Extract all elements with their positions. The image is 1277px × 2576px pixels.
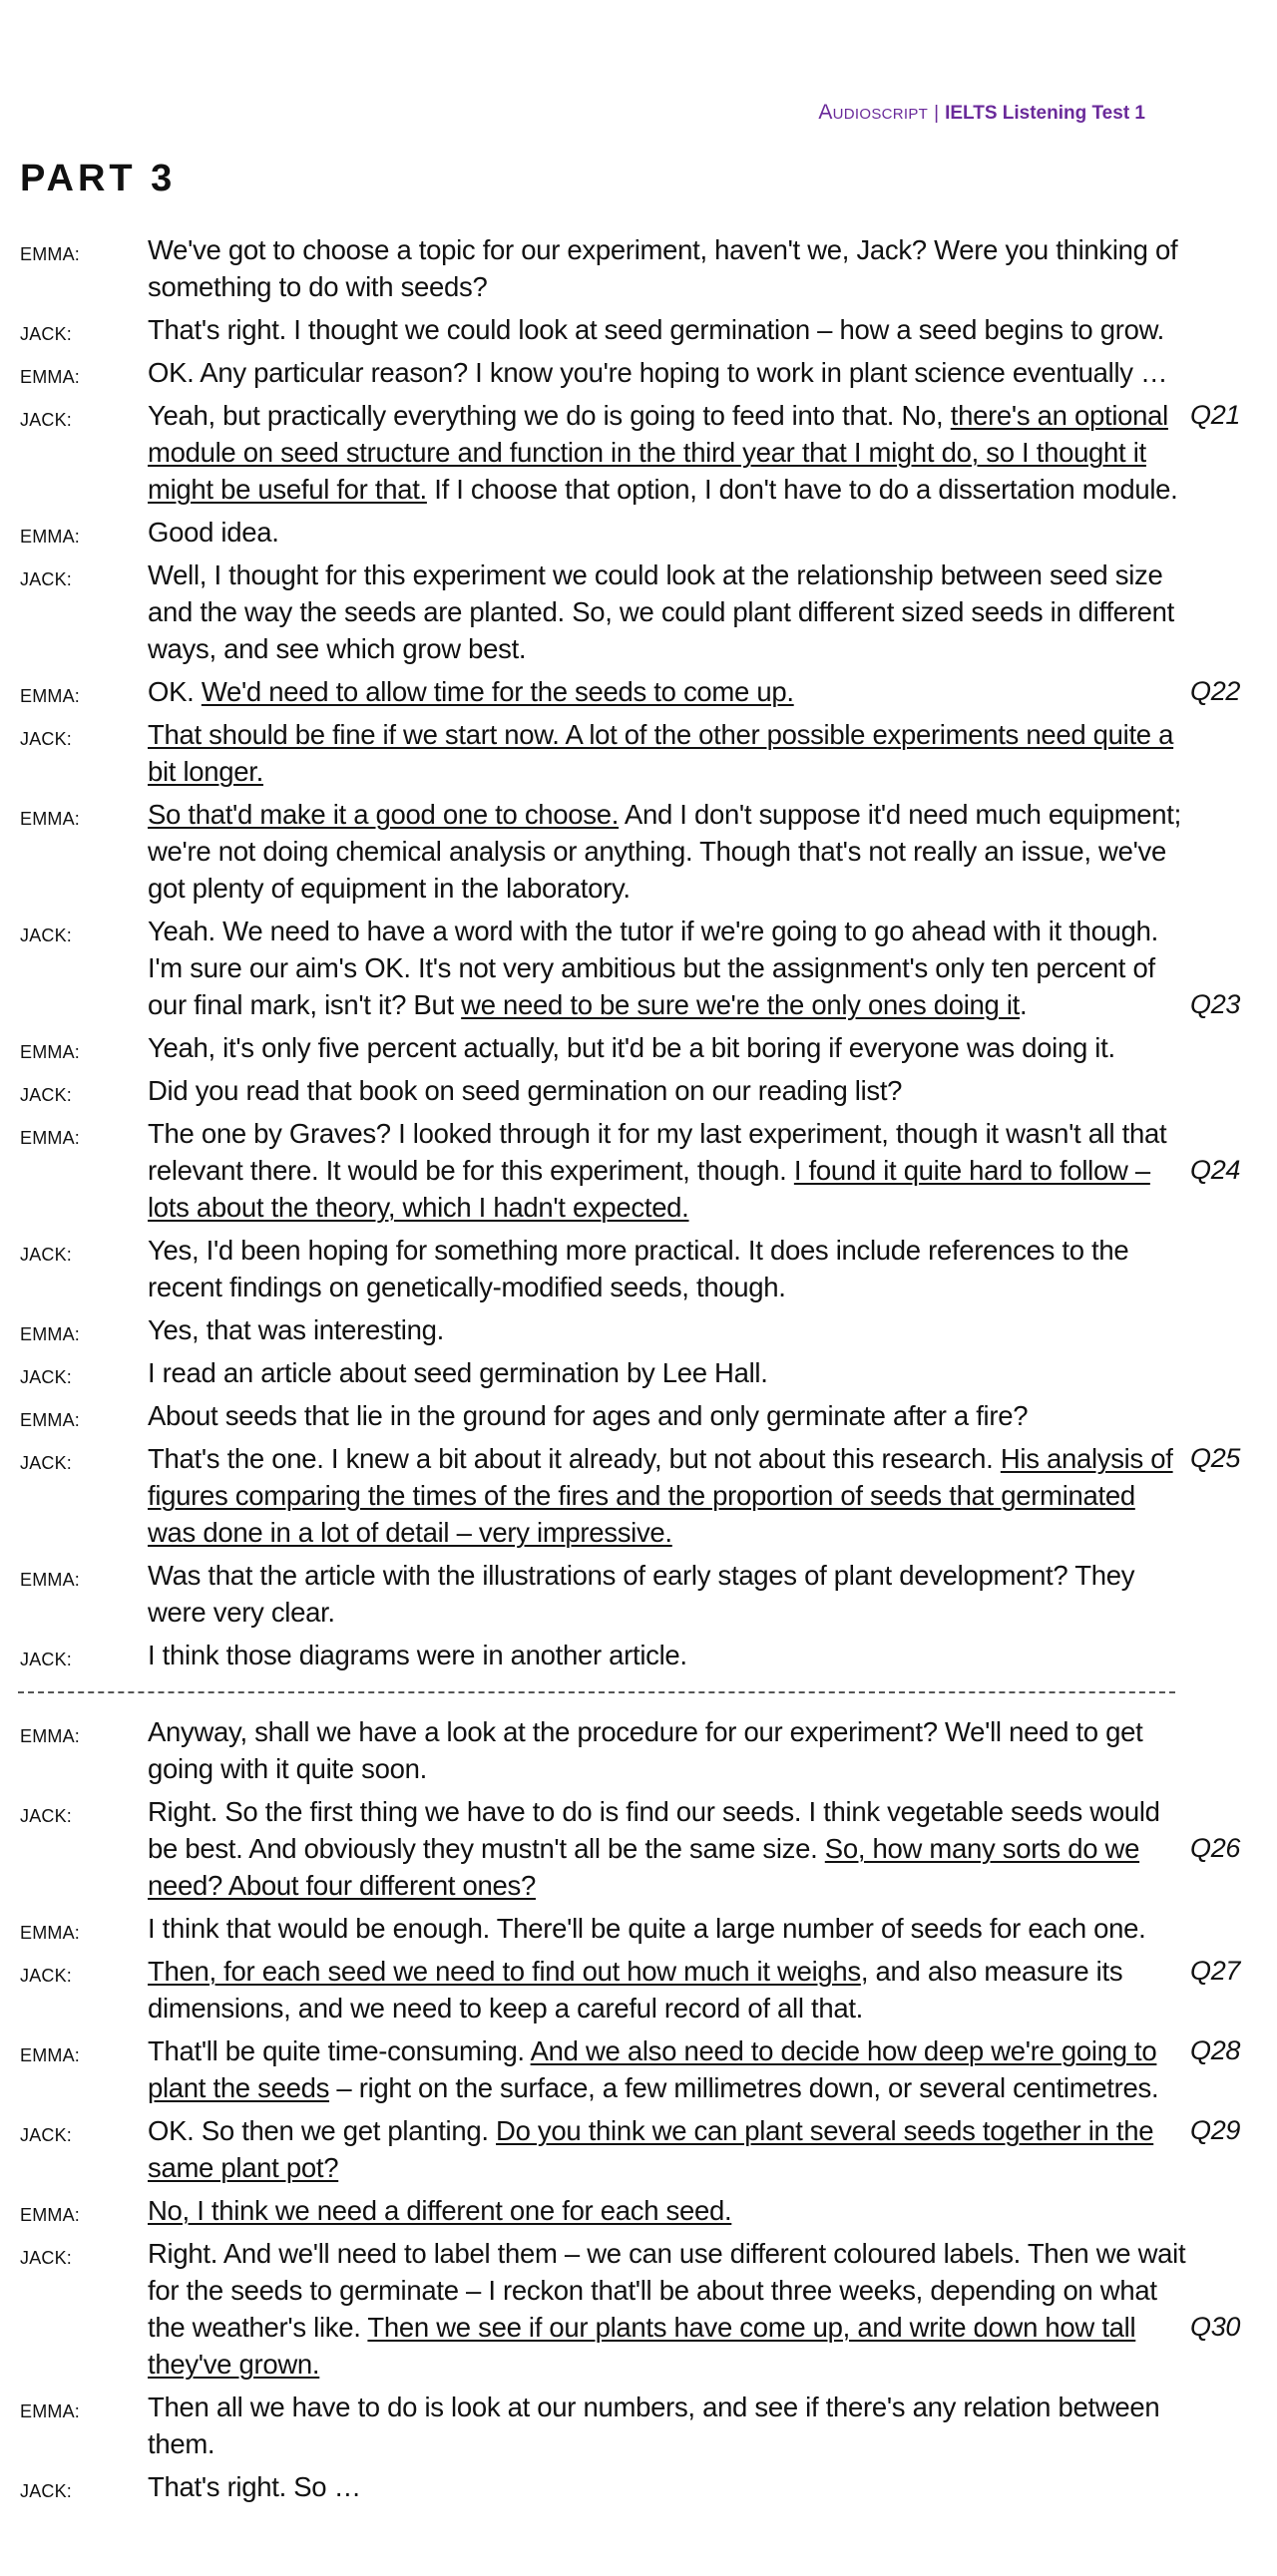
speaker-label: EMMA: <box>20 527 81 547</box>
speaker-label: JACK: <box>20 1650 73 1669</box>
speech-text: Yes, I'd been hoping for something more practical. It does include references to the recent findings on genetically-modified seeds, though. <box>148 1235 1129 1302</box>
speech-text: OK. <box>148 676 202 707</box>
speech-text: – right on the surface, a few millimetres down, or several centimetres. <box>329 2072 1159 2103</box>
speech-text: The one by Graves? I looked through it for my last experiment, though it wasn't all that relevant there. It would be for this experiment, though. <box>148 1118 1167 1186</box>
dialogue-line <box>0 1910 1190 1947</box>
speaker-label: EMMA: <box>20 686 81 706</box>
speech-text: Was that the article with the illustrations of early stages of plant development? They were very clear. <box>148 1560 1135 1628</box>
speech-text: I think those diagrams were in another article. <box>148 1640 687 1670</box>
speech-text: And I don't suppose it'd need much equipment; we're not doing chemical analysis or anything. Though that's not really an issue, we've got plenty of equipment in the laboratory. <box>148 799 1181 904</box>
speech-text: If I choose that option, I don't have to do a dissertation module. <box>426 474 1178 505</box>
header-separator: | <box>934 103 940 124</box>
speech-text: About seeds that lie in the ground for ages and only germinate after a fire? <box>148 1400 1029 1431</box>
speaker-label: JACK: <box>20 729 73 749</box>
dialogue-line <box>0 1232 1190 1305</box>
dialogue-line <box>0 2468 1190 2505</box>
speaker-label: JACK: <box>20 1085 73 1105</box>
speech-text: Right. So the first thing we have to do is find our seeds. I think vegetable seeds would be best. And obviously they mustn't all be the same size. <box>148 1796 1160 1864</box>
question-marker: Q26 <box>1190 1833 1241 1863</box>
dialogue-line <box>0 2112 1241 2186</box>
question-marker: Q23 <box>1190 989 1241 1019</box>
speaker-label: EMMA: <box>20 1042 81 1062</box>
speech-text: Yeah, but practically everything we do is going to feed into that. No, <box>148 400 951 431</box>
question-marker: Q27 <box>1190 1956 1241 1986</box>
speaker-label: JACK: <box>20 569 73 589</box>
speaker-label: JACK: <box>20 324 73 344</box>
dialogue-line <box>0 716 1190 790</box>
dialogue-line <box>0 1793 1241 1904</box>
answer-text: That should be fine if we start now. A lot of the other possible experiments need quite a bit longer. <box>148 719 1174 787</box>
dialogue-line <box>0 1953 1241 2026</box>
answer-text: there's an optional module on seed structure and function in the third year that I might do, so I thought it might be useful for that. <box>148 400 1168 505</box>
speaker-label: EMMA: <box>20 2045 81 2065</box>
dialogue-line <box>0 2389 1190 2462</box>
speech-text: Did you read that book on seed germination on our reading list? <box>148 1075 903 1106</box>
speaker-label: EMMA: <box>20 1410 81 1430</box>
answer-text: I found it quite hard to follow – lots about the theory, which I hadn't expected. <box>148 1155 1150 1223</box>
speaker-label: EMMA: <box>20 2401 81 2421</box>
speaker-label: JACK: <box>20 1367 73 1387</box>
speech-text: That'll be quite time-consuming. <box>148 2035 531 2066</box>
speaker-label: EMMA: <box>20 244 81 264</box>
speaker-label: JACK: <box>20 925 73 945</box>
answer-text: We'd need to allow time for the seeds to come up. <box>201 676 794 707</box>
answer-text: So, how many sorts do we need? About four different ones? <box>148 1833 1140 1901</box>
speech-text: I think that would be enough. There'll be quite a large number of seeds for each one. <box>148 1913 1146 1944</box>
speaker-label: EMMA: <box>20 1570 81 1590</box>
dialogue-line <box>0 1354 1190 1391</box>
dialogue-line <box>0 311 1190 348</box>
answer-text: And we also need to decide how deep we're going to plant the seeds <box>148 2035 1157 2103</box>
speaker-label: JACK: <box>20 1245 73 1265</box>
answer-text: Then, for each seed we need to find out how much it weighs <box>148 1956 861 1987</box>
dialogue-line <box>0 397 1241 508</box>
speech-text: Anyway, shall we have a look at the procedure for our experiment? We'll need to get going with it quite soon. <box>148 1716 1143 1784</box>
speaker-label: EMMA: <box>20 367 81 387</box>
dialogue-line <box>0 1115 1241 1226</box>
dialogue-line <box>0 1311 1190 1348</box>
speech-text: OK. Any particular reason? I know you're hoping to work in plant science eventually … <box>148 357 1168 388</box>
speech-text: . <box>1020 989 1028 1020</box>
answer-text: we need to be sure we're the only ones doing it <box>461 989 1021 1020</box>
speech-text: Good idea. <box>148 517 279 548</box>
dialogue-line <box>0 913 1241 1023</box>
dialogue-line <box>0 796 1190 907</box>
question-marker: Q29 <box>1190 2115 1241 2145</box>
speaker-label: EMMA: <box>20 809 81 829</box>
answer-text: Then we see if our plants have come up, and write down how tall they've grown. <box>148 2312 1136 2380</box>
dialogue-line <box>0 1557 1190 1631</box>
dialogue-line <box>0 556 1190 667</box>
speaker-label: JACK: <box>20 2125 73 2145</box>
question-marker: Q25 <box>1190 1443 1241 1473</box>
speech-text: OK. So then we get planting. <box>148 2115 497 2146</box>
dialogue-line <box>0 231 1190 305</box>
speech-text: I read an article about seed germination by Lee Hall. <box>148 1357 768 1388</box>
answer-text: His analysis of figures comparing the times of the fires and the proportion of seeds that germinated was done in a lot of detail – very impressive. <box>148 1443 1173 1548</box>
speaker-label: EMMA: <box>20 1923 81 1943</box>
question-marker: Q22 <box>1190 676 1241 706</box>
dialogue-section-2 <box>0 1713 1277 2505</box>
speaker-label: JACK: <box>20 410 73 430</box>
dialogue-line <box>0 673 1241 710</box>
speech-text: We've got to choose a topic for our experiment, haven't we, Jack? Were you thinking of something to do with seeds? <box>148 234 1178 302</box>
speech-text: Well, I thought for this experiment we could look at the relationship between seed size and the way the seeds are planted. So, we could plant different sized seeds in different ways, and see which grow best. <box>148 559 1174 664</box>
part-title: PART 3 <box>20 158 177 199</box>
speaker-label: JACK: <box>20 1966 73 1986</box>
speaker-label: JACK: <box>20 1806 73 1826</box>
speech-text: Yeah. We need to have a word with the tutor if we're going to go ahead with it though. I'm sure our aim's OK. It's not very ambitious but the assignment's only ten percent of our final mark, isn't it? But <box>148 916 1158 1020</box>
dialogue-line <box>0 1072 1190 1109</box>
question-marker: Q21 <box>1190 400 1241 430</box>
speech-text: Then all we have to do is look at our numbers, and see if there's any relation between them. <box>148 2392 1160 2459</box>
test-title: IELTS Listening Test 1 <box>945 103 1145 124</box>
dialogue-line <box>0 1397 1190 1434</box>
speech-text: Yeah, it's only five percent actually, but it'd be a bit boring if everyone was doing it. <box>148 1032 1115 1063</box>
speech-text: That's the one. I knew a bit about it already, but not about this research. <box>148 1443 1001 1474</box>
dialogue-line <box>0 514 1190 551</box>
page-header <box>0 101 1145 125</box>
audioscript-label: Audioscript <box>818 101 929 124</box>
dialogue-section-1 <box>0 231 1277 1673</box>
speaker-label: JACK: <box>20 2481 73 2501</box>
dialogue-line <box>0 2192 1190 2229</box>
speech-text: Right. And we'll need to label them – we can use different coloured labels. Then we wait for the seeds to germinate – I reckon that'll be about three weeks, depending on what the weather's like. <box>148 2238 1186 2343</box>
speaker-label: EMMA: <box>20 1726 81 1746</box>
speech-text: , and also measure its dimensions, and we need to keep a careful record of all that. <box>148 1956 1123 2024</box>
question-marker: Q30 <box>1190 2312 1241 2342</box>
answer-text: Do you think we can plant several seeds together in the same plant pot? <box>148 2115 1154 2183</box>
speaker-label: JACK: <box>20 2248 73 2268</box>
speech-text: That's right. So … <box>148 2471 361 2502</box>
dialogue-line <box>0 1713 1190 1787</box>
speaker-label: EMMA: <box>20 1128 81 1148</box>
speech-text: That's right. I thought we could look at seed germination – how a seed begins to grow. <box>148 314 1164 345</box>
audioscript <box>0 231 1277 2505</box>
answer-text: So that'd make it a good one to choose. <box>148 799 620 830</box>
speech-text: Yes, that was interesting. <box>148 1314 444 1345</box>
question-marker: Q28 <box>1190 2035 1241 2065</box>
dialogue-line <box>0 354 1190 391</box>
speaker-label: EMMA: <box>20 1324 81 1344</box>
dialogue-line <box>0 2235 1241 2383</box>
answer-text: No, I think we need a different one for each seed. <box>148 2195 732 2226</box>
dialogue-line <box>0 2032 1241 2106</box>
dialogue-line <box>0 1440 1241 1551</box>
section-divider <box>18 1691 1175 1693</box>
speaker-label: JACK: <box>20 1453 73 1473</box>
dialogue-line <box>0 1029 1190 1066</box>
question-marker: Q24 <box>1190 1155 1241 1185</box>
dialogue-line <box>0 1637 1190 1673</box>
speaker-label: EMMA: <box>20 2205 81 2225</box>
